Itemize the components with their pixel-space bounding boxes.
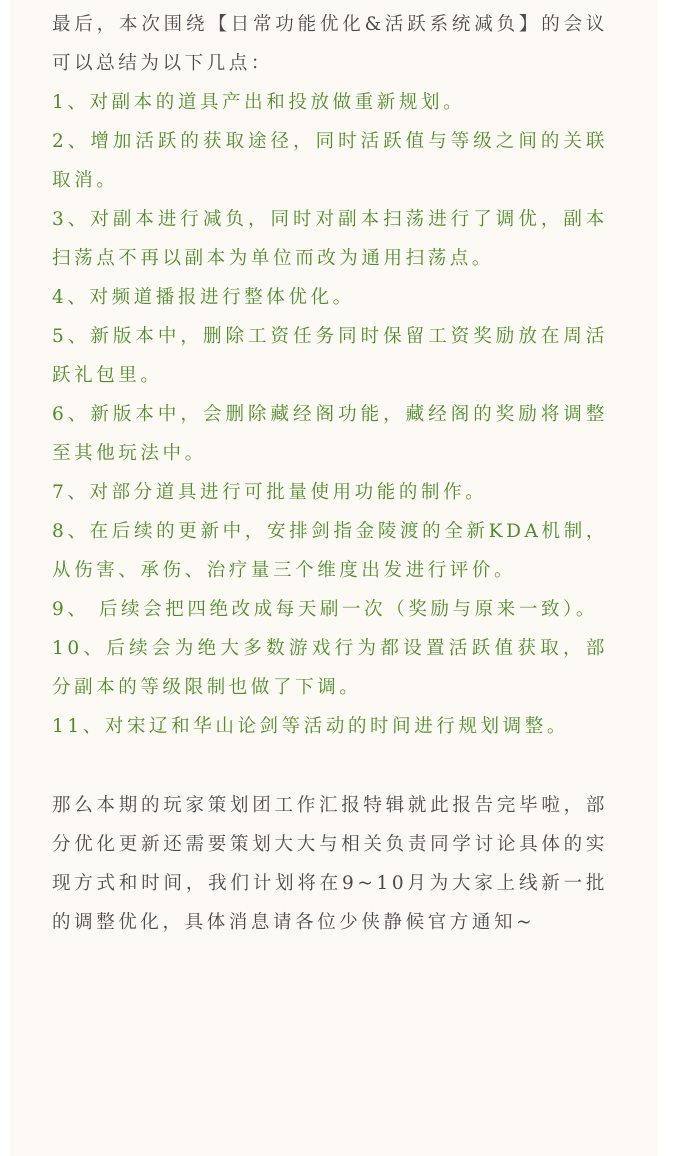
closing-paragraph: 那么本期的玩家策划团工作汇报特辑就此报告完毕啦，部分优化更新还需要策划大大与相关负责同学讨论具体的实现方式和时间，我们计划将在9~10月为大家上线新一批的调整优化，具体消息请各位少侠静候官方通知~	[52, 795, 608, 933]
summary-point: 8、在后续的更新中，安排剑指金陵渡的全新KDA机制，从伤害、承伤、治疗量三个维度出发进行评价。	[52, 521, 608, 581]
summary-point: 9、 后续会把四绝改成每天刷一次（奖励与原来一致）。	[52, 599, 599, 620]
summary-point: 3、对副本进行减负，同时对副本扫荡进行了调优，副本扫荡点不再以副本为单位而改为通用扫荡点。	[52, 209, 608, 269]
summary-point: 11、对宋辽和华山论剑等活动的时间进行规划调整。	[52, 716, 569, 737]
summary-point: 10、后续会为绝大多数游戏行为都设置活跃值获取，部分副本的等级限制也做了下调。	[52, 638, 608, 698]
summary-point: 1、对副本的道具产出和投放做重新规划。	[52, 92, 466, 113]
article-content	[52, 5, 608, 942]
paragraph-spacer	[52, 746, 608, 786]
summary-intro	[52, 5, 608, 83]
summary-point: 6、新版本中，会删除藏经阁功能，藏经阁的奖励将调整至其他玩法中。	[52, 404, 608, 464]
summary-point: 5、新版本中，删除工资任务同时保留工资奖励放在周活跃礼包里。	[52, 326, 608, 386]
summary-point: 2、增加活跃的获取途径，同时活跃值与等级之间的关联取消。	[52, 131, 608, 191]
intro-suffix: 的会议可以总结为以下几点：	[52, 14, 608, 74]
meeting-topic: 【日常功能优化&活跃系统减负】	[208, 14, 542, 35]
intro-prefix: 最后，本次围绕	[52, 14, 209, 35]
summary-point: 4、对频道播报进行整体优化。	[52, 287, 355, 308]
article-body	[10, 0, 658, 1156]
summary-point: 7、对部分道具进行可批量使用功能的制作。	[52, 482, 488, 503]
